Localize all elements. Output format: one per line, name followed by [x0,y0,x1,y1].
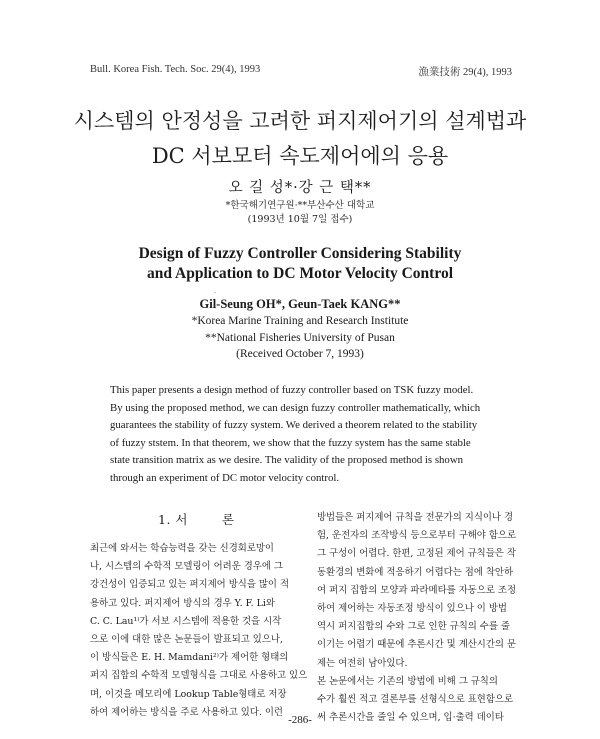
body-right-column [317,509,539,727]
korean-title-line1: 시스템의 안정성을 고려한 퍼지제어기의 설계법과 [73,109,527,133]
abstract-line: through an experiment of DC motor velocity control. [110,471,340,484]
korean-authors: 오 길 성*·강 근 택** [228,180,372,196]
body-line: C. C. Lau¹⁾가 서보 시스템에 적용한 것을 시작 [90,615,282,627]
abstract-line: state transition matrix as we desire. The validity of the proposed method is shown [110,454,464,467]
english-title-line2: and Application to DC Motor Velocity Control [147,265,453,282]
body-line: 역시 퍼지집합의 수와 그로 인한 규칙의 수를 줄 [317,621,510,633]
page-number: -286- [288,714,312,726]
body-line: 제는 여전히 남아있다. [317,657,408,669]
journal-header-right: 漁業技術 29(4), 1993 [418,67,512,78]
abstract [110,382,514,488]
body-line: 동환경의 변화에 적응하기 어렵다는 점에 착안하 [317,566,514,578]
english-affiliation-2: **National Fisheries University of Pusan [205,332,395,344]
korean-affiliation: *한국해기연구원·**부산수산 대학교 [225,200,375,211]
abstract-line: This paper presents a design method of fuzzy controller based on TSK fuzzy model. [110,384,474,396]
body-line: 으로 이에 대한 많은 논문들이 발표되고 있으나, [90,634,283,646]
korean-title-line2: DC 서보모터 속도제어에의 응용 [151,144,449,168]
body-line: 험, 운전자의 조작방식 등으로부터 구해야 함으로 [317,530,517,542]
abstract-line: of fuzzy ststem. In that theorem, we show that the fuzzy system has the same stable [110,436,471,449]
section-number: 1. 서 [158,512,188,527]
korean-received-date: (1993년 10월 7일 접수) [247,214,353,225]
body-line: 이 방식들은 E. H. Mamdani²⁾가 제어한 형태의 [90,652,289,664]
body-line: 그 구성이 어렵다. 한편, 고정된 제어 규칙들은 작 [317,548,516,560]
section-title: 론 [221,512,235,527]
body-line: 하여 제어하는 자동조정 방식이 있으나 이 방법 [317,603,507,615]
body-line: 용하고 있다. 퍼지제어 방식의 경우 Y. F. Li와 [90,597,275,609]
body-line: 최근에 와서는 학습능력을 갖는 신경회로망이 [90,543,274,554]
english-title-line1: Design of Fuzzy Controller Considering Stability [138,245,462,262]
body-line: 방법들은 퍼지제어 규칙을 전문가의 지식이나 경 [317,512,514,523]
body-line: 하여 제어하는 방식을 주로 사용하고 있다. 이런 [90,706,283,718]
english-received-date: (Received October 7, 1993) [236,348,364,360]
body-line: 여 퍼지 집합의 모양과 파라메타를 자동으로 조정 [317,584,517,596]
english-affiliation-1: *Korea Marine Training and Research Institute [191,315,409,327]
body-line: 나, 시스템의 수학적 모델링이 어려운 경우에 그 [90,561,283,573]
body-line: 수가 훨씬 적고 결론부를 선형식으로 표현함으로 [317,694,514,706]
body-line: 퍼지 집합의 수학적 모델형식을 그대로 사용하고 있으 [90,670,308,682]
english-authors: Gil-Seung OH*, Geun-Taek KANG** [199,297,401,311]
body-line: 강건성이 입증되고 있는 퍼지제어 방식을 많이 적 [90,579,290,591]
scan-mark: - [214,289,217,297]
section-heading [158,510,235,528]
body-line: 본 논문에서는 기존의 방법에 비해 그 규칙의 [317,675,498,687]
abstract-line: guarantees the stability of fuzzy system. We derived a theorem related to the stability [110,419,478,432]
journal-header-left: Bull. Korea Fish. Tech. Soc. 29(4), 1993 [90,64,261,75]
body-line: 이기는 어렵기 때문에 추론시간 및 계산시간의 문 [317,639,517,651]
body-line: 써 추론시간을 줄일 수 있으며, 입·출력 데이타 [317,712,504,724]
body-line: 며, 이것을 메모리에 Lookup Table형태로 저장 [90,688,287,700]
abstract-line: By using the proposed method, we can design fuzzy controller mathematically, which [110,401,481,414]
